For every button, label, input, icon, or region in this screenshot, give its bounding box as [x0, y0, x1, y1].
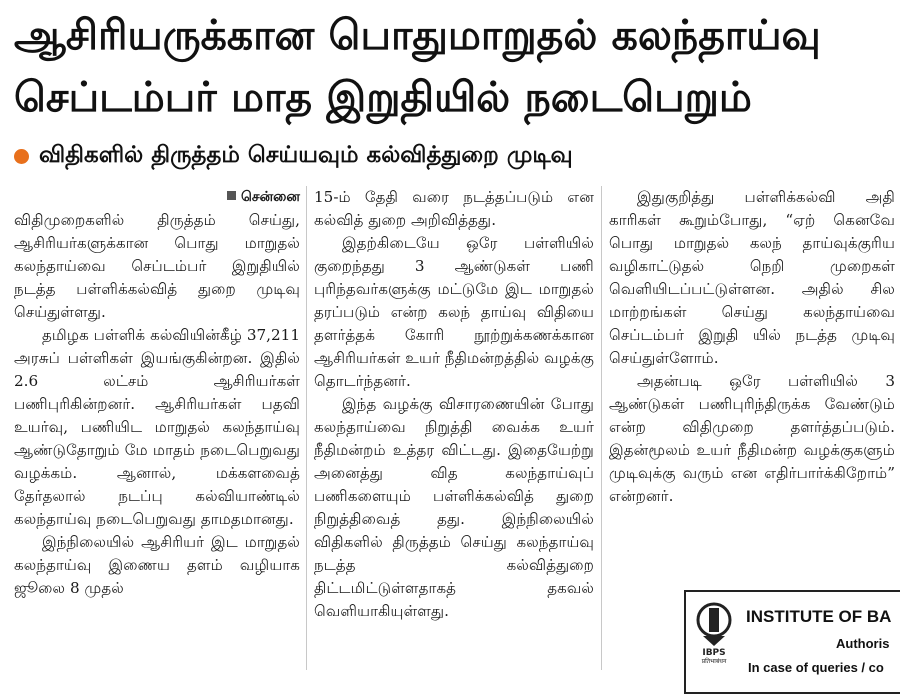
- subheadline: [14, 136, 573, 176]
- paragraph: அதன்படி ஒரே பள்ளியில் 3 ஆண்டுகள் பணிபுரிந்திருக்க வேண்டும் என்ற விதிமுறை தளர்த்தப்படும். இதன்மூலம் உயர் நீதிமன்ற வழக்குகளும் முடிவுக்கு வரும் என எதிர்பார்க்கிறோம்” என்றனர்.: [609, 372, 895, 505]
- dateline-text: சென்னை: [240, 189, 300, 205]
- paragraph: விதிமுறைகளில் திருத்தம் செய்து, ஆசிரியர்களுக்கான பொது மாறுதல் கலந்தாய்வை செப்டம்பர் இறுதியில் நடத்த பள்ளிக்கல்வித் துறை முடிவு செய்துள்ளது.: [14, 211, 300, 321]
- column-divider: [306, 186, 307, 670]
- paragraph: இதற்கிடையே ஒரே பள்ளியில் குறைந்தது 3 ஆண்டுகள் பணி புரிந்தவர்களுக்கு மட்டுமே இட மாறுதல் தரப்படும் என்ற கலந் தாய்வு விதியை தளர்த்தக் கோரி நூற்றுக்கணக்கான ஆசிரியர்கள் உயர் நீதிமன்றத்தில் வழக்கு தொடர்ந்தனர்.: [314, 234, 594, 390]
- advertisement-line-3: In case of queries / co: [748, 660, 884, 675]
- paragraph: தமிழக பள்ளிக் கல்வியின்கீழ் 37,211 அரசுப் பள்ளிகள் இயங்குகின்றன. இதில் 2.6 லட்சம் ஆசிரியர்கள் பணிபுரிகின்றனர். ஆசிரியர்கள் பதவி உயர்வு, பணியிட மாறுதல் கலந்தாய்வு ஆண்டுதோறும் மே மாதம் நடைபெறுவது வழக்கம். ஆனால், மக்களவைத் தேர்தலால் நடப்பு கல்வியாண்டில் கலந்தாய்வு நடைபெறுவது தாமதமானது.: [14, 326, 300, 528]
- headline: [14, 4, 894, 128]
- article-column-1: [14, 186, 300, 600]
- paragraph: இதுகுறித்து பள்ளிக்கல்வி அதி காரிகள் கூறும்போது, “ஏற் கெனவே பொது மாறுதல் கலந் தாய்வுக்குரிய வழிகாட்டுதல் நெறி முறைகள் வெளியிடப்பட்டுள்ளன. அதில் சில மாற்றங்கள் செய்து கலந்தாய்வை செப்டம்பர் இறுதி யில் நடத்த முடிவு செய்துள்ளோம்.: [609, 188, 895, 367]
- dateline-square-icon: [227, 191, 236, 200]
- subheadline-text: விதிகளில் திருத்தம் செய்யவும் கல்வித்துறை முடிவு: [39, 141, 573, 168]
- dateline: [14, 186, 300, 209]
- paragraph: 15-ம் தேதி வரை நடத்தப்படும் என கல்வித் துறை அறிவித்தது.: [314, 188, 594, 229]
- advertisement-line-2: Authoris: [836, 636, 890, 651]
- ibps-emblem-icon: [694, 600, 734, 648]
- column-divider: [601, 186, 602, 670]
- headline-line-2: செப்டம்பர் மாத இறுதியில் நடைபெறும்: [14, 73, 752, 121]
- headline-line-1: ஆசிரியருக்கான பொதுமாறுதல் கலந்தாய்வு: [14, 11, 821, 59]
- article-column-3: [609, 186, 895, 508]
- bullet-icon: [14, 149, 29, 164]
- logo-text: IBPS: [702, 648, 726, 658]
- paragraph: இந்த வழக்கு விசாரணையின் போது கலந்தாய்வை நிறுத்தி வைக்க உயர் நீதிமன்றம் உத்தர விட்டது. இதையேற்று அனைத்து வித கலந்தாய்வுப் பணிகளையும் பள்ளிக்கல்வித் துறை நிறுத்திவைத் தது. இந்நிலையில் விதிகளில் திருத்தம் செய்து கலந்தாய்வு நடத்த கல்வித்துறை திட்டமிட்டுள்ளதாகத் தகவல் வெளியாகியுள்ளது.: [314, 395, 594, 620]
- article-column-2: [314, 186, 594, 623]
- ibps-logo: [694, 600, 734, 670]
- logo-subtext: प्रतिभाबंधन: [701, 658, 727, 665]
- advertisement-box[interactable]: [684, 590, 900, 694]
- paragraph: இந்நிலையில் ஆசிரியர் இட மாறுதல் கலந்தாய்வு இணைய தளம் வழியாக ஜூலை 8 முதல்: [14, 533, 300, 597]
- advertisement-title: INSTITUTE OF BA: [746, 607, 892, 626]
